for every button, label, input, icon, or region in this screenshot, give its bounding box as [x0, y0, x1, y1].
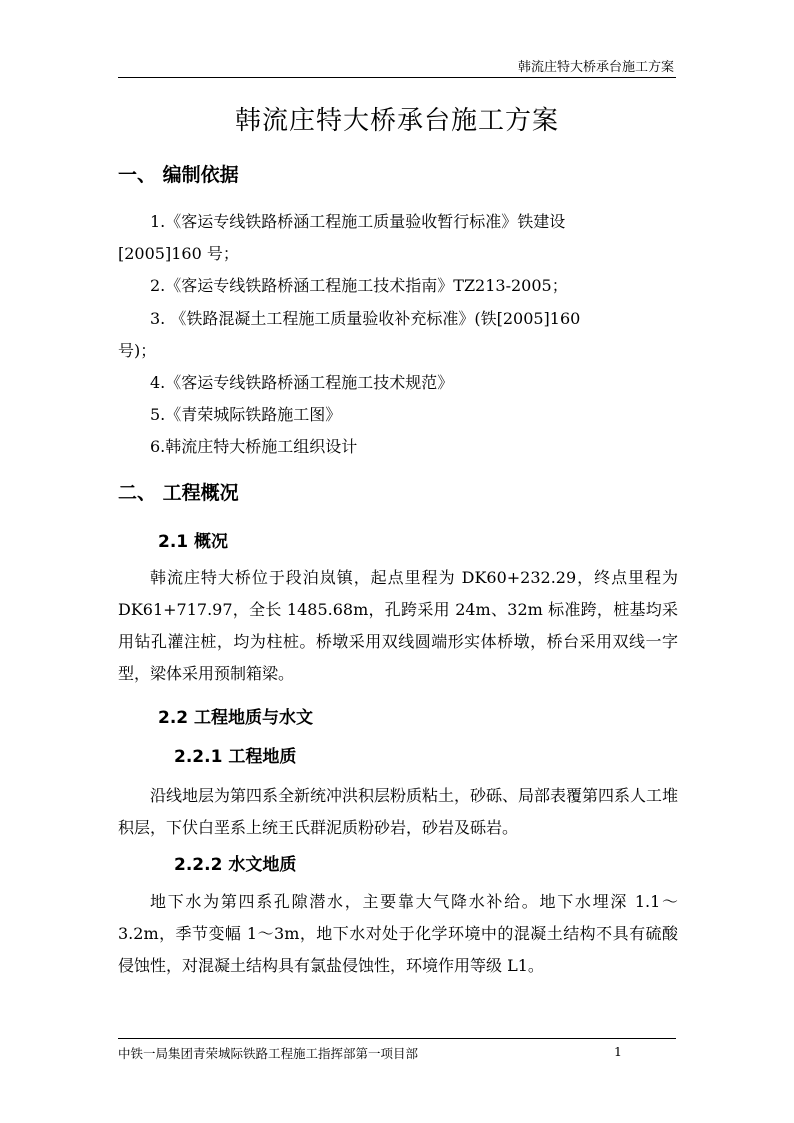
section-heading-basis: 一、 编制依据 — [118, 164, 239, 186]
subsection-heading-2-1: 2.1 概况 — [158, 532, 229, 552]
page-footer — [118, 1038, 676, 1061]
basis-item-1: 1.《客运专线铁路桥涵工程施工质量验收暂行标准》铁建设 — [150, 212, 566, 231]
paragraph-overview: 韩流庄特大桥位于段泊岚镇，起点里程为 DK60+232.29，终点里程为 DK61+717.97，全长 1485.68m，孔跨采用 24m、32m 标准跨，桩基均采用钻孔灌注桩，均为柱桩。桥墩采用双线圆端形实体桥墩，桥台采用双线一字型，梁体采用预制箱梁。 — [118, 568, 678, 683]
footer-organization: 中铁一局集团青荣城际铁路工程施工指挥部第一项目部 — [118, 1046, 419, 1061]
paragraph-geology: 沿线地层为第四系全新统冲洪积层粉质粘土，砂砾、局部表覆第四系人工堆积层，下伏白垩系上统王氏群泥质粉砂岩，砂岩及砾岩。 — [118, 786, 679, 837]
subsection-heading-2-2-2: 2.2.2 水文地质 — [174, 855, 297, 875]
basis-item-3-continued: 号)； — [118, 341, 157, 360]
basis-item-6: 6.韩流庄特大桥施工组织设计 — [150, 437, 358, 456]
page-number: 1 — [614, 1044, 622, 1059]
subsection-heading-2-2-1: 2.2.1 工程地质 — [174, 747, 297, 767]
document-title: 韩流庄特大桥承台施工方案 — [234, 106, 559, 136]
basis-item-1-continued: [2005]160 号； — [118, 244, 239, 263]
paragraph-hydrogeology: 地下水为第四系孔隙潜水，主要靠大气降水补给。地下水埋深 1.1～3.2m，季节变幅 1～3m，地下水对处于化学环境中的混凝土结构不具有硫酸侵蚀性，对混凝土结构具有氯盐侵蚀性，环境作用等级 L1。 — [118, 892, 678, 975]
basis-item-5: 5.《青荣城际铁路施工图》 — [150, 405, 342, 424]
section-heading-overview: 二、 工程概况 — [118, 482, 239, 504]
subsection-heading-2-2: 2.2 工程地质与水文 — [158, 708, 314, 728]
basis-item-4: 4.《客运专线铁路桥涵工程施工技术规范》 — [150, 373, 454, 392]
running-header-text: 韩流庄特大桥承台施工方案 — [517, 60, 674, 75]
running-header — [118, 55, 676, 78]
basis-item-2: 2.《客运专线铁路桥涵工程施工技术指南》TZ213-2005； — [150, 276, 568, 295]
basis-item-3: 3. 《铁路混凝土工程施工质量验收补充标准》(铁[2005]160 — [150, 309, 581, 328]
